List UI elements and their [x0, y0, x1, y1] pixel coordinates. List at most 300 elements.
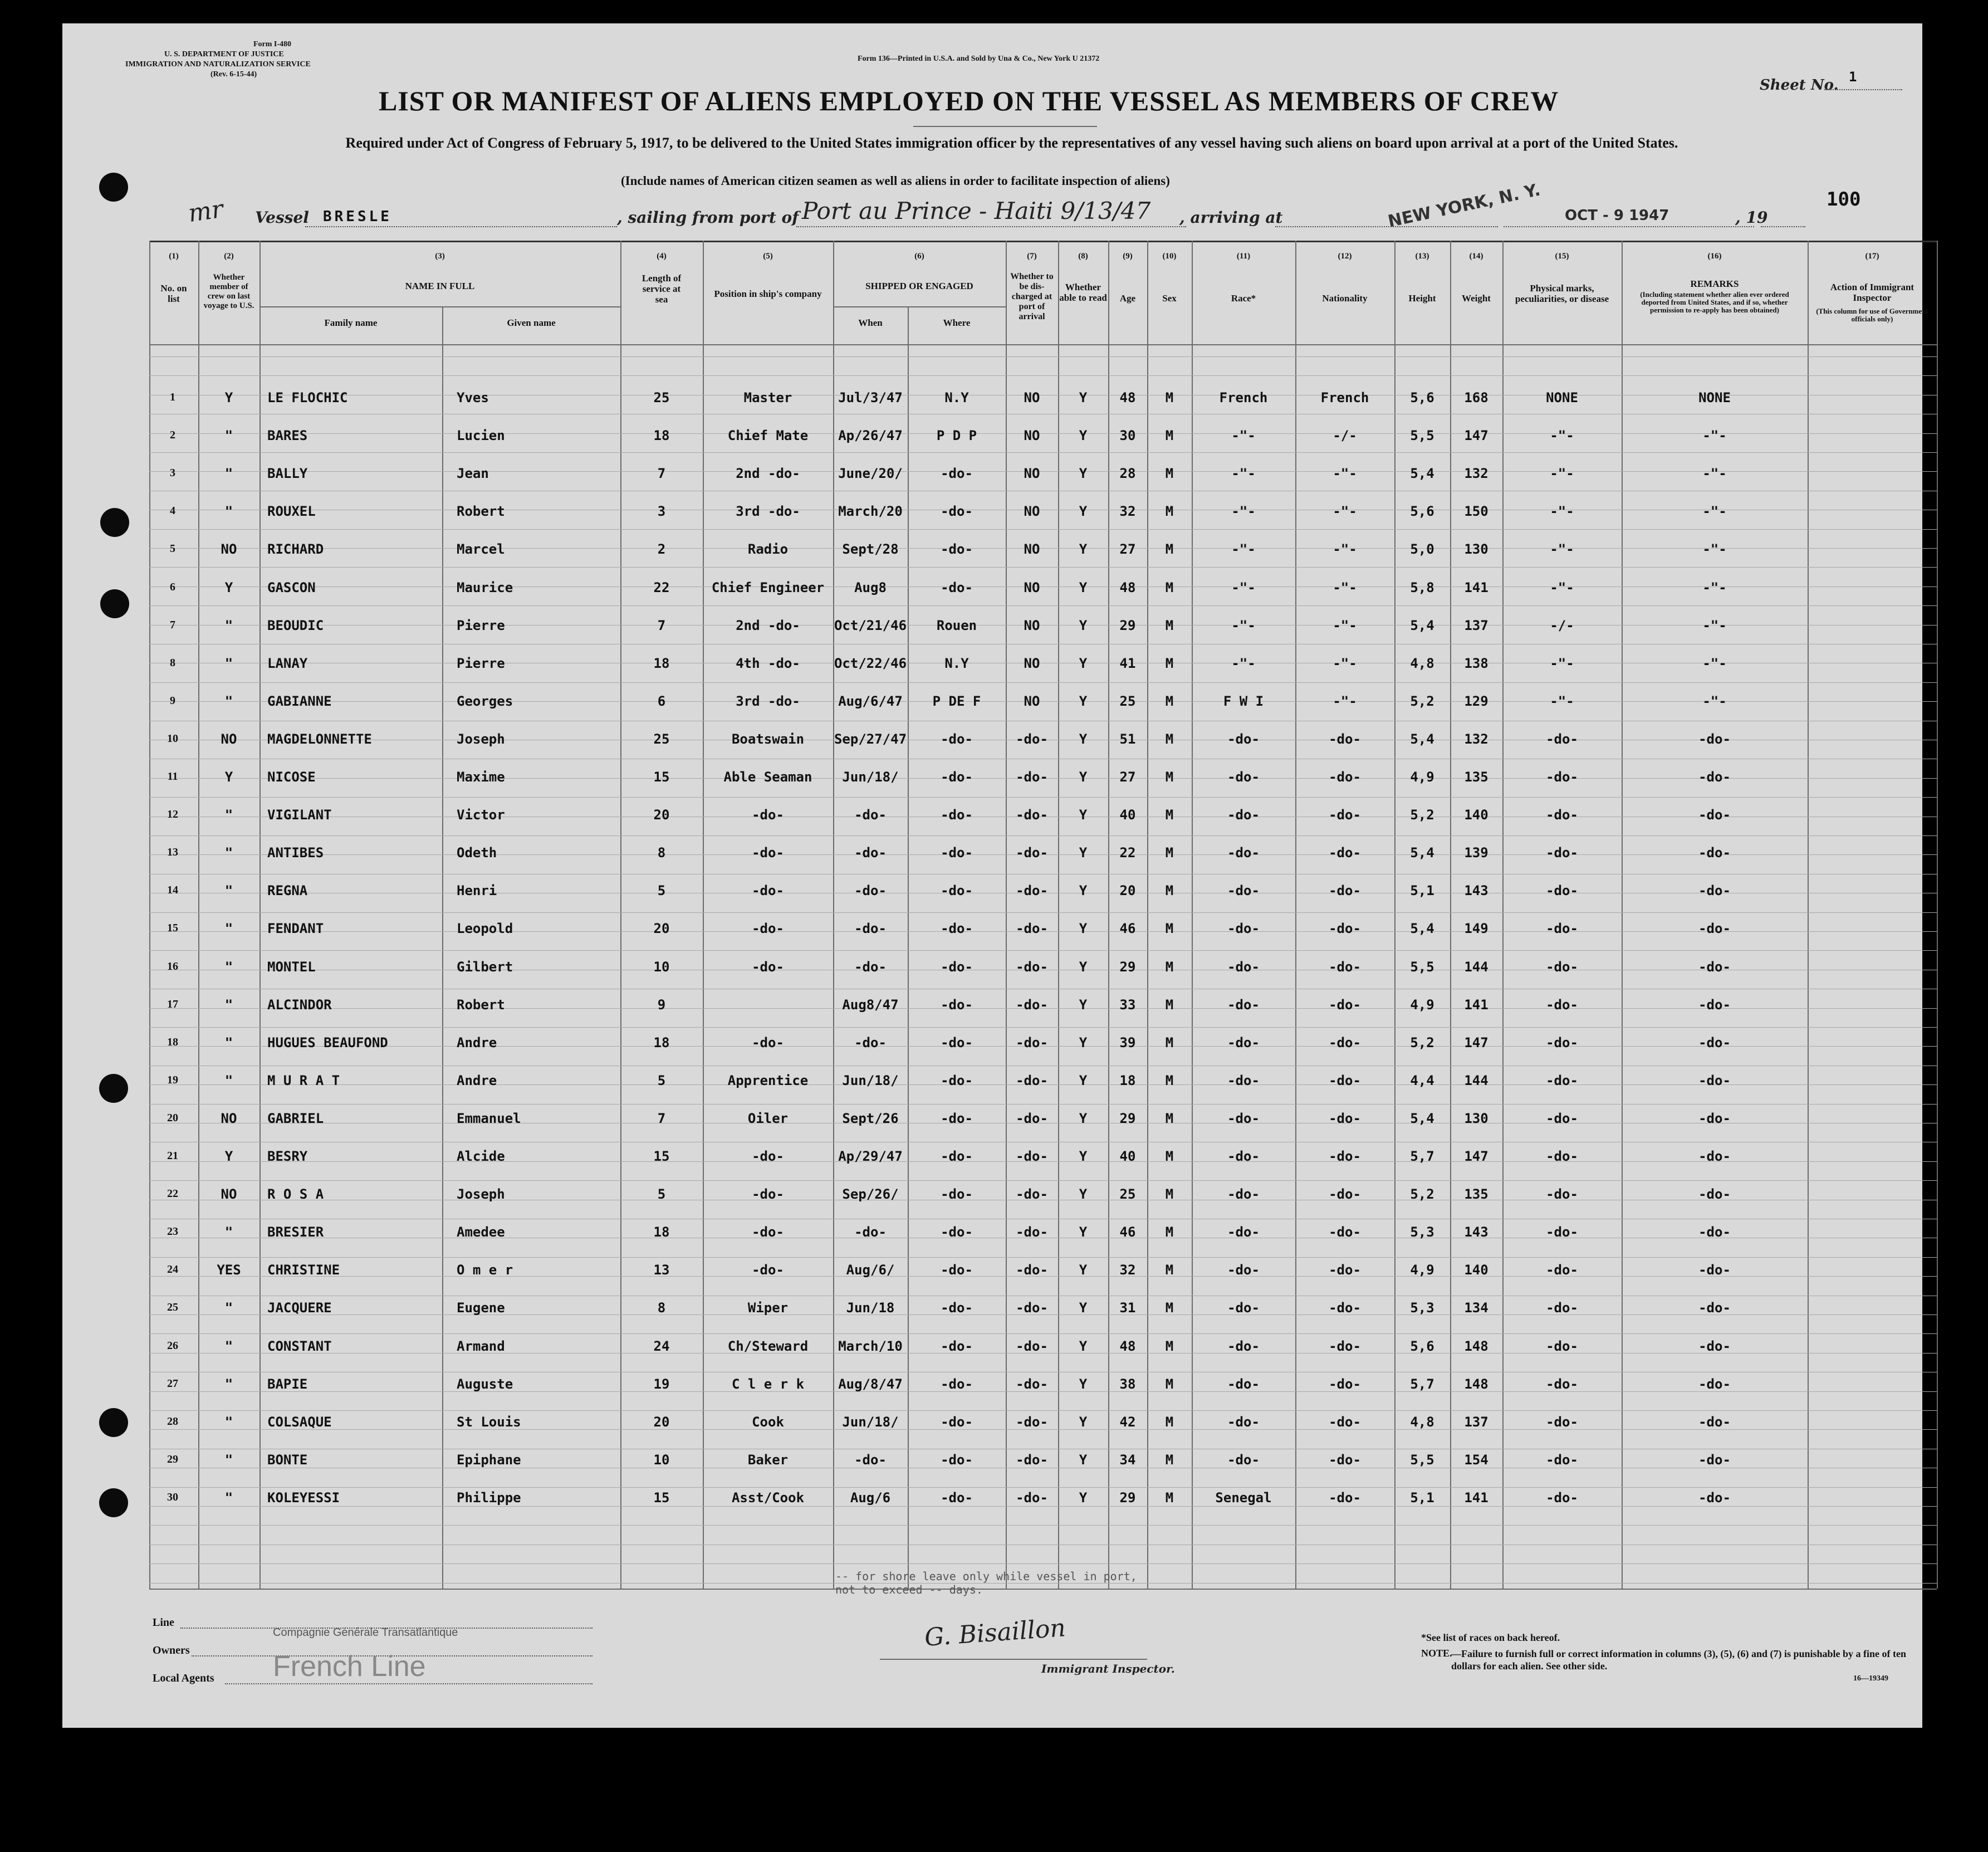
cell-read: Y — [1079, 997, 1088, 1013]
cell-wt: 141 — [1464, 580, 1488, 595]
row-number: 23 — [167, 1225, 178, 1238]
cell-giv: Odeth — [457, 845, 497, 861]
cell-len: 22 — [653, 580, 670, 595]
arriving-line — [1275, 226, 1498, 227]
cell-sex: M — [1165, 618, 1174, 633]
cell-ht: 4,9 — [1410, 997, 1434, 1013]
cell-pos: -do- — [752, 1149, 784, 1164]
cell-rem: -do- — [1698, 1414, 1731, 1430]
cell-wt: 144 — [1464, 959, 1488, 975]
cell-sex: M — [1165, 693, 1174, 709]
cell-len: 8 — [657, 1300, 666, 1316]
cell-ht: 5,5 — [1410, 1452, 1434, 1468]
cell-pos: Chief Mate — [727, 428, 809, 443]
cell-fam: GABRIEL — [267, 1111, 324, 1126]
cell-age: 41 — [1119, 656, 1136, 671]
col-num-16: (16) — [1707, 252, 1722, 261]
cell-phys: -do- — [1546, 997, 1578, 1013]
cell-nat: -do- — [1329, 921, 1361, 936]
cell-fam: VIGILANT — [267, 807, 332, 823]
cell-len: 18 — [653, 656, 670, 671]
cell-pos: -do- — [752, 883, 784, 898]
printer-line: Form 136—Printed in U.S.A. and Sold by Una & Co., New York U 21372 — [858, 55, 1100, 63]
form-revision: (Rev. 6-15-44) — [210, 70, 257, 79]
cell-dis: NO — [1024, 390, 1040, 405]
cell-m: NO — [221, 1186, 237, 1202]
cell-age: 51 — [1119, 731, 1136, 747]
cell-nat: -do- — [1329, 1338, 1361, 1354]
cell-race: -"- — [1231, 466, 1256, 481]
cell-read: Y — [1079, 1035, 1088, 1050]
cell-age: 29 — [1119, 1111, 1136, 1126]
cell-race: -do- — [1227, 1035, 1260, 1050]
cell-when: Jun/18/ — [842, 1073, 899, 1088]
cell-pos: 3rd -do- — [736, 693, 800, 709]
row-number: 7 — [170, 619, 175, 631]
cell-where: -do- — [941, 997, 973, 1013]
cell-age: 31 — [1119, 1300, 1136, 1316]
note-label: NOTE. — [1421, 1648, 1452, 1659]
heading-given-name: Given name — [507, 317, 556, 328]
cell-read: Y — [1079, 921, 1088, 936]
cell-nat: -do- — [1329, 1452, 1361, 1468]
grid-column-line — [1937, 241, 1938, 1589]
cell-m: YES — [217, 1262, 241, 1278]
cell-ht: 5,2 — [1410, 1186, 1434, 1202]
cell-fam: ANTIBES — [267, 845, 324, 861]
heading-remarks: REMARKS — [1690, 278, 1739, 289]
cell-when: -do- — [854, 1035, 887, 1050]
col-num-11: (11) — [1236, 252, 1251, 261]
ruled-line — [149, 1333, 1937, 1334]
cell-m: " — [224, 1300, 233, 1316]
cell-giv: Gilbert — [457, 959, 513, 975]
cell-rem: -do- — [1698, 731, 1731, 747]
cell-giv: Joseph — [457, 731, 505, 747]
cell-giv: Marcel — [457, 541, 505, 557]
cell-sex: M — [1165, 1111, 1174, 1126]
cell-where: -do- — [941, 504, 973, 519]
cell-m: " — [224, 504, 233, 519]
cell-sex: M — [1165, 1073, 1174, 1088]
cell-fam: ALCINDOR — [267, 997, 332, 1013]
cell-dis: -do- — [1016, 807, 1048, 823]
cell-read: Y — [1079, 807, 1088, 823]
cell-len: 7 — [657, 618, 666, 633]
cell-rem: -do- — [1698, 807, 1731, 823]
cell-where: -do- — [941, 580, 973, 595]
cell-race: -do- — [1227, 1111, 1260, 1126]
cell-giv: Maurice — [457, 580, 513, 595]
cell-m: " — [224, 959, 233, 975]
cell-race: -do- — [1227, 1149, 1260, 1164]
cell-m: NO — [221, 731, 237, 747]
cell-race: -"- — [1231, 504, 1256, 519]
cell-phys: -do- — [1546, 1262, 1578, 1278]
cell-dis: -do- — [1016, 1376, 1048, 1392]
heading-name-in-full: NAME IN FULL — [405, 281, 475, 291]
cell-wt: 135 — [1464, 769, 1488, 785]
shore-leave-note: -- for shore leave only while vessel in port, not to exceed -- days. — [835, 1570, 1137, 1596]
cell-rem: -do- — [1698, 1338, 1731, 1354]
cell-nat: -"- — [1333, 541, 1357, 557]
heading-where: Where — [943, 317, 971, 328]
cell-where: -do- — [941, 1149, 973, 1164]
cell-len: 18 — [653, 1224, 670, 1240]
cell-fam: BARES — [267, 428, 308, 443]
cell-sex: M — [1165, 1414, 1174, 1430]
cell-m: " — [224, 1035, 233, 1050]
cell-m: Y — [224, 769, 233, 785]
cell-ht: 5,6 — [1410, 390, 1434, 405]
cell-pos: 2nd -do- — [736, 466, 800, 481]
cell-rem: -do- — [1698, 1149, 1731, 1164]
row-number: 29 — [167, 1453, 178, 1465]
cell-fam: BALLY — [267, 466, 308, 481]
cell-len: 7 — [657, 466, 666, 481]
binder-hole-3 — [100, 589, 129, 618]
row-number: 19 — [167, 1074, 178, 1086]
cell-fam: BRESIER — [267, 1224, 324, 1240]
row-number: 21 — [167, 1150, 178, 1162]
vessel-name: BRESLE — [323, 208, 392, 225]
cell-fam: MONTEL — [267, 959, 316, 975]
cell-wt: 147 — [1464, 1149, 1488, 1164]
cell-m: " — [224, 1414, 233, 1430]
cell-dis: NO — [1024, 541, 1040, 557]
col-num-8: (8) — [1078, 252, 1088, 261]
cell-len: 18 — [653, 1035, 670, 1050]
cell-pos: -do- — [752, 959, 784, 975]
binder-hole-2 — [100, 508, 129, 537]
cell-race: -do- — [1227, 845, 1260, 861]
cell-sex: M — [1165, 541, 1174, 557]
cell-len: 15 — [653, 769, 670, 785]
cell-len: 7 — [657, 1111, 666, 1126]
cell-fam: M U R A T — [267, 1073, 340, 1088]
cell-fam: CONSTANT — [267, 1338, 332, 1354]
cell-age: 48 — [1119, 390, 1136, 405]
cell-age: 34 — [1119, 1452, 1136, 1468]
cell-dis: -do- — [1016, 997, 1048, 1013]
title-rule — [913, 126, 1097, 127]
cell-pos: Apprentice — [727, 1073, 809, 1088]
ruled-line — [149, 1257, 1937, 1258]
cell-nat: -"- — [1333, 693, 1357, 709]
cell-nat: -"- — [1333, 580, 1357, 595]
ruled-line — [149, 912, 1937, 913]
cell-nat: -do- — [1329, 1490, 1361, 1506]
cell-giv: Yves — [457, 390, 489, 405]
agents-label: Local Agents — [153, 1672, 214, 1684]
cell-sex: M — [1165, 883, 1174, 898]
cell-age: 32 — [1119, 504, 1136, 519]
cell-wt: 148 — [1464, 1376, 1488, 1392]
cell-ht: 5,2 — [1410, 1035, 1434, 1050]
cell-phys: -"- — [1550, 428, 1574, 443]
cell-nat: -"- — [1333, 504, 1357, 519]
heading-remarks-note: (Including statement whether alien ever ordered deported from United States, and if so, whether permission to re-apply has been obtained) — [1640, 290, 1789, 314]
row-number: 8 — [170, 657, 175, 669]
cell-race: -"- — [1231, 580, 1256, 595]
cell-when: March/20 — [838, 504, 903, 519]
cell-sex: M — [1165, 845, 1174, 861]
col-num-15: (15) — [1555, 252, 1569, 261]
cell-when: Aug8 — [854, 580, 887, 595]
cell-wt: 149 — [1464, 921, 1488, 936]
cell-giv: Robert — [457, 997, 505, 1013]
cell-dis: NO — [1024, 693, 1040, 709]
cell-age: 48 — [1119, 580, 1136, 595]
cell-phys: -"- — [1550, 693, 1574, 709]
cell-sex: M — [1165, 731, 1174, 747]
cell-phys: -do- — [1546, 1414, 1578, 1430]
heading-race: Race* — [1231, 293, 1256, 304]
cell-race: -do- — [1227, 997, 1260, 1013]
cell-len: 20 — [653, 921, 670, 936]
cell-wt: 150 — [1464, 504, 1488, 519]
cell-phys: -do- — [1546, 731, 1578, 747]
cell-race: -do- — [1227, 1300, 1260, 1316]
inspector-rule — [880, 1659, 1147, 1660]
cell-len: 18 — [653, 428, 670, 443]
cell-when: Ap/26/47 — [838, 428, 903, 443]
cell-phys: -do- — [1546, 1300, 1578, 1316]
cell-nat: -do- — [1329, 1224, 1361, 1240]
col-num-6: (6) — [914, 252, 924, 261]
cell-m: " — [224, 997, 233, 1013]
cell-giv: Georges — [457, 693, 513, 709]
cell-when: Sep/27/47 — [834, 731, 907, 747]
cell-fam: NICOSE — [267, 769, 316, 785]
cell-sex: M — [1165, 1035, 1174, 1050]
cell-fam: HUGUES BEAUFOND — [267, 1035, 388, 1050]
cell-where: -do- — [941, 731, 973, 747]
cell-nat: -/- — [1333, 428, 1357, 443]
cell-pos: Chief Engineer — [711, 580, 825, 595]
cell-wt: 148 — [1464, 1338, 1488, 1354]
cell-phys: -do- — [1546, 1338, 1578, 1354]
required-text: Required under Act of Congress of February 5, 1917, to be delivered to the United States immigration officer by the representatives of any vessel having such aliens on board upon arrival at a port of the United States. — [345, 135, 1678, 151]
cell-read: Y — [1079, 504, 1088, 519]
cell-len: 25 — [653, 731, 670, 747]
cell-wt: 137 — [1464, 618, 1488, 633]
cell-rem: -"- — [1702, 428, 1727, 443]
cell-giv: Maxime — [457, 769, 505, 785]
ruled-line — [149, 682, 1937, 683]
ruled-line — [149, 356, 1937, 357]
cell-giv: Henri — [457, 883, 497, 898]
cell-wt: 154 — [1464, 1452, 1488, 1468]
heading-weight: Weight — [1462, 293, 1491, 304]
cell-age: 30 — [1119, 428, 1136, 443]
cell-pos: -do- — [752, 921, 784, 936]
cell-m: " — [224, 845, 233, 861]
cell-nat: French — [1320, 390, 1369, 405]
cell-rem: -do- — [1698, 959, 1731, 975]
cell-fam: RICHARD — [267, 541, 324, 557]
ruled-line — [149, 1506, 1937, 1507]
cell-fam: BESRY — [267, 1149, 308, 1164]
cell-pos: -do- — [752, 807, 784, 823]
cell-giv: Leopold — [457, 921, 513, 936]
cell-m: " — [224, 1073, 233, 1088]
cell-race: -do- — [1227, 883, 1260, 898]
cell-wt: 140 — [1464, 1262, 1488, 1278]
cell-where: -do- — [941, 1111, 973, 1126]
cell-sex: M — [1165, 1300, 1174, 1316]
table-top-rule — [149, 241, 1937, 242]
cell-read: Y — [1079, 959, 1088, 975]
cell-ht: 5,4 — [1410, 731, 1434, 747]
cell-m: " — [224, 428, 233, 443]
cell-when: -do- — [854, 959, 887, 975]
cell-race: -do- — [1227, 1186, 1260, 1202]
cell-wt: 134 — [1464, 1300, 1488, 1316]
cell-when: Sept/26 — [842, 1111, 899, 1126]
cell-rem: -do- — [1698, 1300, 1731, 1316]
row-number: 22 — [167, 1188, 178, 1200]
cell-rem: -"- — [1702, 580, 1727, 595]
cell-where: -do- — [941, 1186, 973, 1202]
cell-giv: Andre — [457, 1035, 497, 1050]
cell-sex: M — [1165, 1149, 1174, 1164]
cell-age: 29 — [1119, 618, 1136, 633]
cell-phys: -do- — [1546, 807, 1578, 823]
batch-number: 100 — [1827, 188, 1861, 211]
cell-read: Y — [1079, 390, 1088, 405]
col-num-14: (14) — [1469, 252, 1483, 261]
cell-read: Y — [1079, 693, 1088, 709]
cell-len: 13 — [653, 1262, 670, 1278]
cell-where: -do- — [941, 807, 973, 823]
cell-len: 25 — [653, 390, 670, 405]
arrival-date-stamp: OCT - 9 1947 — [1565, 207, 1669, 224]
cell-nat: -do- — [1329, 845, 1361, 861]
cell-where: -do- — [941, 1035, 973, 1050]
row-number: 6 — [170, 581, 175, 593]
cell-giv: Philippe — [457, 1490, 521, 1506]
cell-pos: 4th -do- — [736, 656, 800, 671]
cell-read: Y — [1079, 580, 1088, 595]
department-name: U. S. DEPARTMENT OF JUSTICE — [164, 50, 284, 58]
cell-dis: -do- — [1016, 1414, 1048, 1430]
cell-m: " — [224, 693, 233, 709]
grid-column-line — [149, 241, 150, 1589]
cell-giv: Lucien — [457, 428, 505, 443]
cell-nat: -"- — [1333, 618, 1357, 633]
cell-where: -do- — [941, 1338, 973, 1354]
cell-dis: -do- — [1016, 1490, 1048, 1506]
cell-m: NO — [221, 541, 237, 557]
cell-sex: M — [1165, 580, 1174, 595]
cell-ht: 5,0 — [1410, 541, 1434, 557]
cell-giv: Victor — [457, 807, 505, 823]
cell-read: Y — [1079, 883, 1088, 898]
cell-rem: -"- — [1702, 693, 1727, 709]
row-number: 13 — [167, 846, 178, 858]
cell-len: 19 — [653, 1376, 670, 1392]
heading-length-of-service: Length of service at sea — [642, 273, 682, 305]
cell-ht: 5,6 — [1410, 504, 1434, 519]
sheet-number: 1 — [1849, 69, 1857, 85]
cell-read: Y — [1079, 845, 1088, 861]
cell-read: Y — [1079, 1073, 1088, 1088]
cell-when: Oct/21/46 — [834, 618, 907, 633]
cell-wt: 132 — [1464, 466, 1488, 481]
cell-len: 15 — [653, 1149, 670, 1164]
cell-dis: -do- — [1016, 1224, 1048, 1240]
cell-len: 10 — [653, 1452, 670, 1468]
header-bottom-rule — [149, 344, 1937, 345]
row-number: 26 — [167, 1340, 178, 1352]
page-title: LIST OR MANIFEST OF ALIENS EMPLOYED ON THE VESSEL AS MEMBERS OF CREW — [379, 85, 1559, 116]
year-line — [1761, 226, 1805, 227]
cell-read: Y — [1079, 769, 1088, 785]
cell-when: Sep/26/ — [842, 1186, 899, 1202]
cell-giv: Armand — [457, 1338, 505, 1354]
cell-race: French — [1219, 390, 1268, 405]
cell-m: " — [224, 883, 233, 898]
heading-action-note: (This column for use of Government officials only) — [1816, 307, 1928, 323]
cell-wt: 168 — [1464, 390, 1488, 405]
row-number: 20 — [167, 1112, 178, 1124]
cell-len: 20 — [653, 1414, 670, 1430]
cell-phys: -do- — [1546, 1224, 1578, 1240]
cell-pos: -do- — [752, 1186, 784, 1202]
row-number: 17 — [167, 998, 178, 1010]
cell-when: Jun/18/ — [842, 769, 899, 785]
cell-pos: 2nd -do- — [736, 618, 800, 633]
cell-ht: 4,8 — [1410, 1414, 1434, 1430]
cell-fam: GASCON — [267, 580, 316, 595]
cell-nat: -do- — [1329, 997, 1361, 1013]
row-number: 12 — [167, 808, 178, 820]
cell-race: -do- — [1227, 1338, 1260, 1354]
cell-when: -do- — [854, 807, 887, 823]
cell-when: Oct/22/46 — [834, 656, 907, 671]
cell-read: Y — [1079, 1490, 1088, 1506]
service-name: IMMIGRATION AND NATURALIZATION SERVICE — [125, 60, 311, 69]
cell-age: 18 — [1119, 1073, 1136, 1088]
cell-rem: -"- — [1702, 504, 1727, 519]
cell-dis: NO — [1024, 428, 1040, 443]
cell-wt: 132 — [1464, 731, 1488, 747]
col-num-5: (5) — [763, 252, 773, 261]
sailing-port: Port au Prince - Haiti 9/13/47 — [802, 197, 1151, 224]
cell-race: -"- — [1231, 656, 1256, 671]
heading-shipped-or-engaged: SHIPPED OR ENGAGED — [865, 281, 973, 291]
cell-where: -do- — [941, 1262, 973, 1278]
cell-nat: -do- — [1329, 1073, 1361, 1088]
cell-len: 5 — [657, 883, 666, 898]
cell-dis: -do- — [1016, 1073, 1048, 1088]
cell-when: Aug8/47 — [842, 997, 899, 1013]
cell-when: Jul/3/47 — [838, 390, 903, 405]
cell-pos: -do- — [752, 1262, 784, 1278]
cell-sex: M — [1165, 1224, 1174, 1240]
cell-fam: REGNA — [267, 883, 308, 898]
cell-when: Aug/6 — [850, 1490, 891, 1506]
cell-fam: LE FLOCHIC — [267, 390, 348, 405]
cell-rem: -do- — [1698, 1224, 1731, 1240]
cell-phys: -do- — [1546, 1111, 1578, 1126]
cell-where: -do- — [941, 541, 973, 557]
cell-len: 9 — [657, 997, 666, 1013]
cell-m: " — [224, 618, 233, 633]
cell-where: N.Y — [944, 390, 969, 405]
cell-sex: M — [1165, 1490, 1174, 1506]
